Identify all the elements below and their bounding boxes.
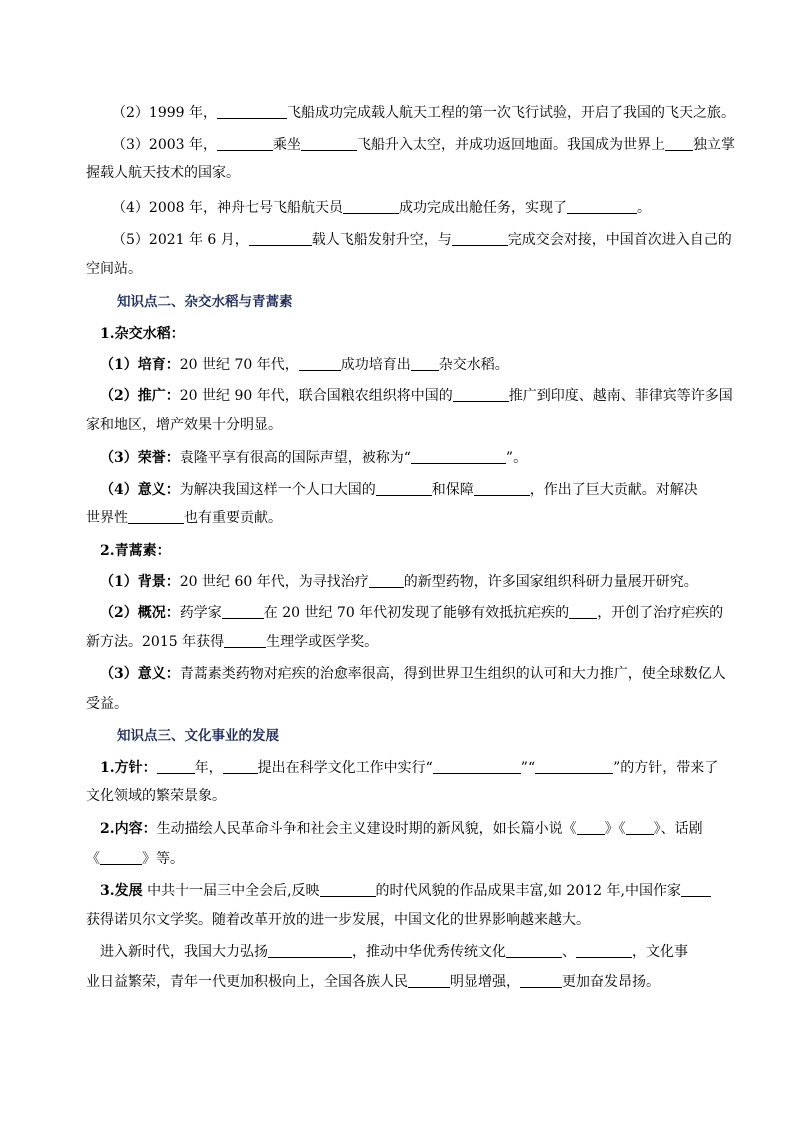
artemisinin-background: [100, 572, 698, 592]
answer-blank[interactable]: [567, 199, 637, 214]
rice-significance: [100, 480, 698, 500]
item-label: （2）概况：: [100, 605, 180, 621]
item-text: 年，: [194, 760, 223, 776]
item-text: 的时代风貌的作品成果丰富,如 2012 年,中国作家: [375, 883, 681, 899]
answer-blank[interactable]: [128, 509, 184, 524]
answer-blank[interactable]: [320, 882, 376, 897]
answer-blank[interactable]: [453, 387, 509, 402]
item-text: 进入新时代，我国大力弘扬: [100, 944, 268, 960]
answer-blank[interactable]: [474, 481, 530, 496]
item-text: 杂交水稻。: [438, 357, 509, 373]
artemisinin-overview-line2: [86, 632, 378, 652]
item-continuation: 文化领域的繁荣景象。: [86, 788, 226, 804]
answer-blank[interactable]: [452, 231, 508, 246]
item-text: ”“: [520, 760, 536, 776]
answer-blank[interactable]: [569, 604, 597, 619]
item-label: （4）意义：: [100, 482, 180, 498]
item-2003: [112, 135, 735, 155]
answer-blank[interactable]: [217, 104, 287, 119]
item-label: （3）意义：: [100, 666, 180, 682]
item-text: 成功培育出: [340, 357, 411, 373]
culture-policy: [100, 758, 718, 778]
item-2021: [112, 230, 732, 250]
item-text: 》、话剧: [653, 821, 703, 837]
culture-new-era-line2: [86, 972, 660, 992]
item-label: 3.发展: [100, 883, 143, 899]
item-text: 青蒿素类药物对疟疾的治愈率很高，得到世界卫生组织的认可和大力推广，使全球数亿人: [179, 666, 726, 682]
item-text: 》《: [604, 821, 626, 837]
item-label: 2.内容：: [100, 821, 157, 837]
answer-blank[interactable]: [411, 356, 439, 371]
item-text: 提出在科学文化工作中实行“: [257, 760, 433, 776]
item-continuation: 受益。: [86, 696, 128, 712]
item-text: ”的方针，带来了: [613, 760, 719, 776]
answer-blank[interactable]: [576, 943, 632, 958]
item-continuation: 握载人航天技术的国家。: [86, 165, 240, 181]
culture-new-era: [100, 942, 688, 962]
item-prefix: （3）2003 年，: [112, 137, 217, 153]
rice-promotion: [100, 386, 733, 406]
item-text: 袁隆平享有很高的国际声望，被称为“: [179, 450, 411, 466]
item-text: 中共十一届三中全会后,反映: [142, 883, 320, 899]
item-text: 为解决我国这样一个人口大国的: [179, 482, 376, 498]
answer-blank[interactable]: [408, 973, 450, 988]
item-text: 20 世纪 90 年代，联合国粮农组织将中国的: [179, 388, 453, 404]
artemisinin-overview: [100, 603, 723, 623]
item-label: 1.方针：: [100, 760, 157, 776]
subsection-title: 2.青蒿素：: [100, 543, 171, 559]
answer-blank[interactable]: [100, 850, 142, 865]
answer-blank[interactable]: [626, 820, 654, 835]
item-text: 》等。: [142, 851, 184, 867]
answer-blank[interactable]: [301, 136, 357, 151]
answer-blank[interactable]: [369, 573, 404, 588]
answer-blank[interactable]: [223, 759, 258, 774]
item-prefix: （4）2008 年，神舟七号飞船航天员: [112, 200, 343, 216]
subsection-title: 1.杂交水稻：: [100, 326, 185, 342]
rice-honor: [100, 448, 527, 468]
item-2008: [112, 198, 651, 218]
item-text: 新方法。2015 年获得: [86, 634, 225, 650]
item-label: （2）推广：: [100, 388, 180, 404]
artemisinin-significance: [100, 664, 726, 684]
item-text: 飞船升入太空，并成功返回地面。我国成为世界上: [357, 137, 665, 153]
culture-content-line2: [86, 849, 184, 869]
item-text: 也有重要贡献。: [184, 510, 282, 526]
item-continuation: 空间站。: [86, 261, 142, 277]
item-text: 独立掌: [693, 137, 735, 153]
answer-blank[interactable]: [577, 820, 605, 835]
item-text: 世界性: [86, 510, 128, 526]
answer-blank[interactable]: [222, 604, 264, 619]
section-heading: 知识点三、文化事业的发展: [117, 728, 279, 744]
item-continuation: 获得诺贝尔文学奖。随着改革开放的进一步发展，中国文化的世界影响越来越大。: [86, 912, 590, 928]
answer-blank[interactable]: [535, 759, 613, 774]
item-label: （1）培育：: [100, 357, 180, 373]
answer-blank[interactable]: [520, 973, 562, 988]
item-text: 20 世纪 60 年代，为寻找治疗: [179, 574, 369, 590]
item-prefix: （5）2021 年 6 月，: [112, 232, 249, 248]
answer-blank[interactable]: [376, 481, 432, 496]
item-text: ”。: [505, 450, 528, 466]
answer-blank[interactable]: [157, 759, 195, 774]
answer-blank[interactable]: [506, 943, 562, 958]
item-label: （3）荣誉：: [100, 450, 180, 466]
item-text: 在 20 世纪 70 年代初发现了能够有效抵抗疟疾的: [263, 605, 570, 621]
item-text: 乘坐: [273, 137, 301, 153]
item-text: 生动描绘人民革命斗争和社会主义建设时期的新风貌，如长篇小说《: [156, 821, 577, 837]
item-text: 推广到印度、越南、菲律宾等许多国: [508, 388, 733, 404]
answer-blank[interactable]: [433, 759, 521, 774]
item-text: 飞船成功完成载人航天工程的第一次飞行试验，开启了我国的飞天之旅。: [287, 105, 735, 121]
item-continuation: 家和地区，增产效果十分明显。: [86, 417, 282, 433]
answer-blank[interactable]: [249, 231, 312, 246]
item-text: 业日益繁荣，青年一代更加积极向上，全国各族人民: [86, 974, 408, 990]
culture-development: [100, 881, 711, 901]
item-1999: [112, 103, 735, 123]
item-prefix: （2）1999 年，: [112, 105, 217, 121]
item-text: 的新型药物，许多国家组织科研力量展开研究。: [403, 574, 698, 590]
section-heading: 知识点二、杂交水稻与青蒿素: [117, 294, 293, 310]
item-text: 完成交会对接，中国首次进入自己的: [507, 232, 732, 248]
item-text: 、: [562, 944, 576, 960]
item-text: ，作出了巨大贡献。对解决: [529, 482, 698, 498]
item-text: 明显增强，: [450, 974, 520, 990]
item-text: 成功完成出舱任务，实现了: [399, 200, 567, 216]
item-text: 载人飞船发射升空，与: [311, 232, 452, 248]
item-text: 药学家: [179, 605, 222, 621]
answer-blank[interactable]: [268, 943, 352, 958]
answer-blank[interactable]: [224, 633, 266, 648]
item-label: （1）背景：: [100, 574, 180, 590]
rice-significance-line2: [86, 508, 282, 528]
answer-blank[interactable]: [299, 356, 341, 371]
item-text: ，文化事: [632, 944, 688, 960]
item-text: 生理学或医学奖。: [266, 634, 379, 650]
item-text: 20 世纪 70 年代，: [179, 357, 299, 373]
item-text: 更加奋发昂扬。: [562, 974, 660, 990]
item-text: ，开创了治疗疟疾的: [597, 605, 724, 621]
item-text: 和保障: [431, 482, 474, 498]
item-text: 《: [86, 851, 100, 867]
answer-blank[interactable]: [665, 136, 693, 151]
rice-cultivation: [100, 355, 509, 375]
answer-blank[interactable]: [343, 199, 399, 214]
culture-content: [100, 819, 703, 839]
answer-blank[interactable]: [411, 449, 506, 464]
item-text: ，推动中华优秀传统文化: [352, 944, 506, 960]
item-text: 。: [637, 200, 651, 216]
answer-blank[interactable]: [217, 136, 273, 151]
answer-blank[interactable]: [681, 882, 711, 897]
